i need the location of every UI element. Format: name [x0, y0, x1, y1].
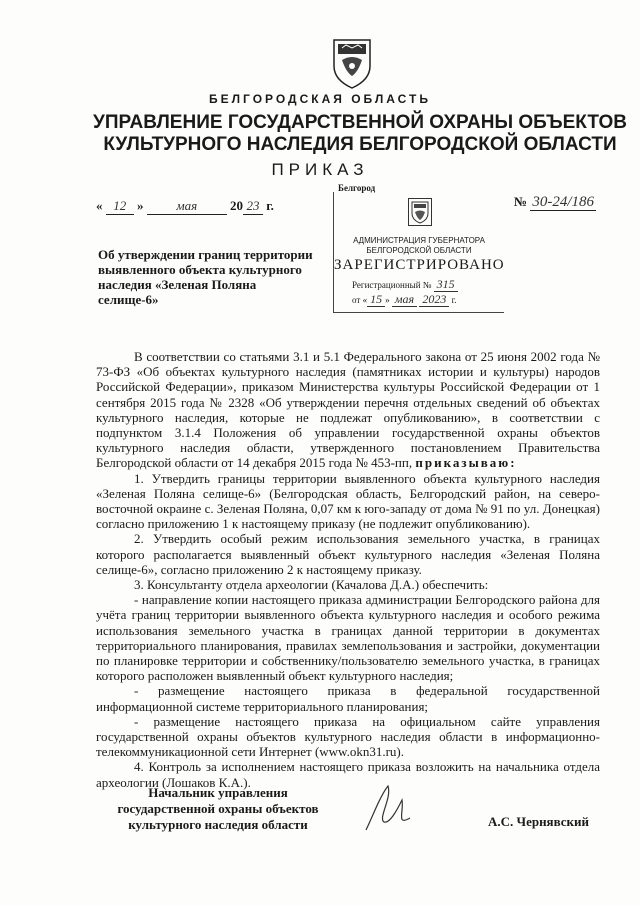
document-number-value: 30-24/186 — [532, 194, 594, 210]
paragraph-3c: - размещение настоящего приказа на официальном сайте управления государственной охраны объектов культурного наследия области в информационно-телекоммуникационной сети Интернет (www.okn31.ru). — [96, 713, 600, 760]
stamp-city: Белгород — [338, 183, 376, 193]
document-type: ПРИКАЗ — [271, 160, 369, 179]
document-number: № 30-24/186 — [514, 194, 594, 210]
stamp-reg-date: от « 15 » мая 2023 г. — [352, 292, 457, 306]
org-title-line1: УПРАВЛЕНИЕ ГОСУДАРСТВЕННОЙ ОХРАНЫ ОБЪЕКТОВ — [93, 112, 627, 133]
date-day: 12 — [106, 198, 134, 215]
paragraph-1: 1. Утвердить границы территории выявленного объекта культурного наследия «Зеленая Поляна селище-6» (Белгородская область, Белгородский район, на северо-восточной окраине с. Зеленая Поляна, 0,07 км к юго-западу от дома № 91 по ул. Донецкая) согласно приложению 1 к настоящему приказу (не подлежит опубликованию). — [96, 470, 600, 532]
order-word: приказываю: — [415, 455, 517, 471]
handwritten-signature — [358, 778, 418, 838]
paragraph-2: 2. Утвердить особый режим использования земельного участка, в границах которого располагается выявленный объект культурного наследия «Зеленая Поляна селище-6», согласно приложению 2 к настоящему приказу. — [96, 531, 600, 577]
coat-of-arms-icon — [328, 36, 376, 92]
preamble-paragraph: В соответствии со статьями 3.1 и 5.1 Федерального закона от 25 июня 2002 года № 73-ФЗ «Об объектах культурного наследия (памятниках истории и культуры) народов Российской Федерации», приказом Министерства культуры Российской Федерации от 1 сентября 2015 года № 2328 «Об утверждении перечня отдельных сведений об объектах культурного наследия, которые не подлежат опубликованию», в соответствии с подпунктом 3.1.4 Положения об управлении государственной охраны объектов культурного наследия области, утвержденного постановлением Правительства Белгородской области от 14 декабря 2015 года № 453-пп, приказываю: — [96, 349, 600, 471]
org-title-line2: КУЛЬТУРНОГО НАСЛЕДИЯ БЕЛГОРОДСКОЙ ОБЛАСТИ — [103, 134, 617, 155]
document-subject: Об утверждении границ территории выявленного объекта культурного наследия «Зеленая Поляна селище-6» — [98, 247, 313, 307]
paragraph-3b: - размещение настоящего приказа в федеральной государственной информационной системе территориального планирования; — [96, 683, 600, 714]
paragraph-3: 3. Консультанту отдела археологии (Качалова Д.А.) обеспечить: — [134, 577, 489, 593]
date-month: мая — [147, 198, 227, 215]
signatory-title: Начальник управления государственной охраны объектов культурного наследия области — [117, 785, 319, 832]
stamp-reg-number: Регистрационный № 315 — [352, 277, 458, 292]
stamp-registered: ЗАРЕГИСТРИРОВАНО — [334, 257, 505, 273]
paragraph-4: 4. Контроль за исполнением настоящего приказа возложить на начальника отдела археологии (Лошаков К.А.). — [96, 759, 600, 790]
document-body — [96, 349, 600, 790]
date-year: 23 — [243, 198, 263, 215]
registration-stamp — [333, 183, 505, 313]
stamp-crest-icon — [408, 198, 432, 226]
document-date: « 12 » мая 20 23 г. — [96, 198, 274, 213]
paragraph-3a: - направление копии настоящего приказа администрации Белгородского района для учёта границ территории выявленного объекта культурного наследия и особого режима использования земельного участка в границах данной территории в документах территориального планирования, правилах землепользования и застройки, документации по планировке территории и собственнику/пользователю земельного участка, в границах которого расположен выявленный объект культурного наследия; — [96, 592, 600, 684]
stamp-organization: АДМИНИСТРАЦИЯ ГУБЕРНАТОРА БЕЛГОРОДСКОЙ ОБЛАСТИ — [353, 236, 485, 255]
region-name: БЕЛГОРОДСКАЯ ОБЛАСТЬ — [209, 92, 431, 106]
signatory-name: А.С. Чернявский — [488, 814, 590, 829]
